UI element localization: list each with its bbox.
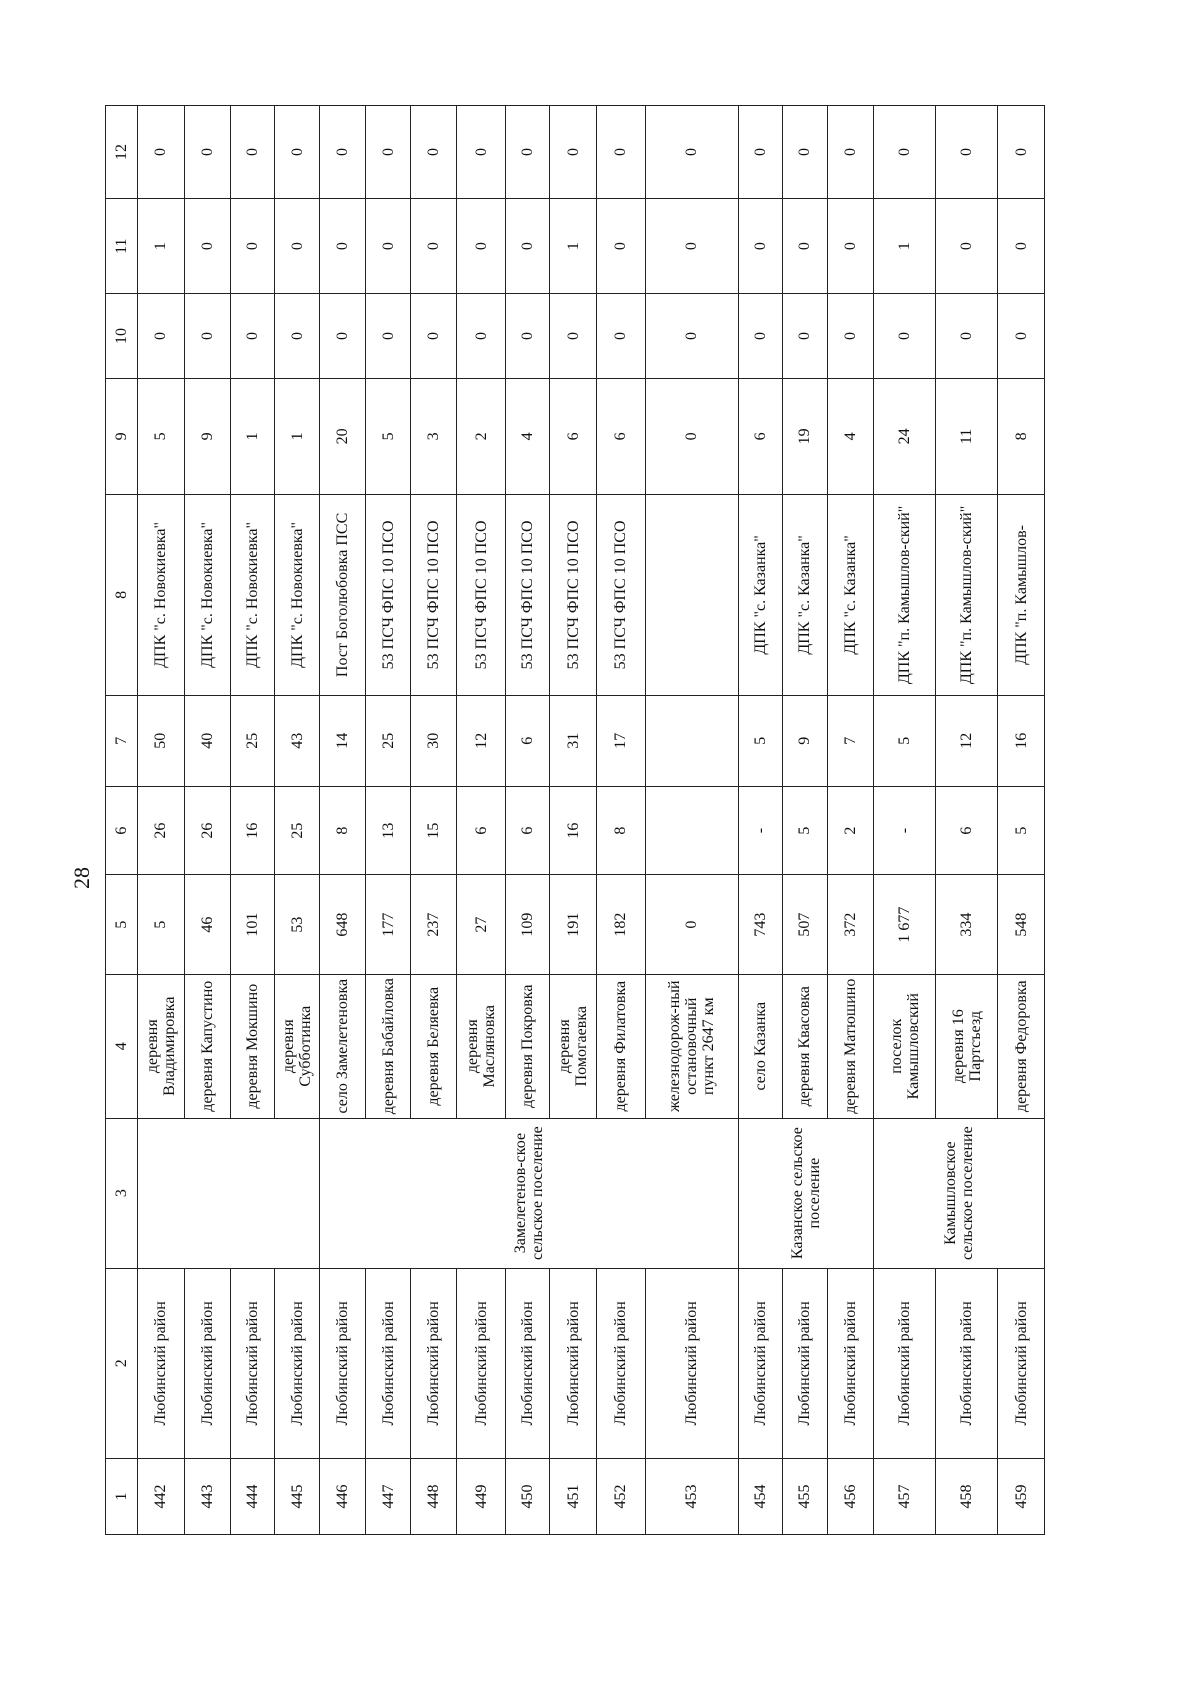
col7-cell: 50 xyxy=(138,695,185,786)
col9-cell: 3 xyxy=(410,378,457,494)
col6-cell: 5 xyxy=(998,786,1045,875)
col12-cell: 0 xyxy=(275,106,319,199)
table-row xyxy=(738,106,782,1535)
header-cell: 6 xyxy=(106,786,138,875)
col7-cell: 25 xyxy=(366,695,410,786)
row-number: 454 xyxy=(738,1458,782,1534)
col12-cell: 0 xyxy=(231,106,275,199)
settlement-cell: Камышловское сельское поселение xyxy=(874,1118,1045,1268)
table-row xyxy=(936,106,998,1535)
population-cell: 334 xyxy=(936,875,998,974)
row-number: 444 xyxy=(231,1458,275,1534)
col9-cell: 9 xyxy=(184,378,231,494)
district-cell: Любинский район xyxy=(998,1268,1045,1458)
col11-cell: 0 xyxy=(506,199,550,294)
district-cell: Любинский район xyxy=(506,1268,550,1458)
unit-cell: ДПК "с. Новокиевка" xyxy=(184,495,231,696)
col9-cell: 19 xyxy=(783,378,827,494)
table-row xyxy=(550,106,597,1535)
col9-cell: 1 xyxy=(275,378,319,494)
col12-cell: 0 xyxy=(783,106,827,199)
population-cell: 0 xyxy=(645,875,738,974)
col10-cell: 0 xyxy=(319,294,366,379)
col10-cell: 0 xyxy=(366,294,410,379)
col10-cell: 0 xyxy=(457,294,506,379)
col12-cell: 0 xyxy=(596,106,645,199)
col12-cell: 0 xyxy=(645,106,738,199)
col7-cell: 5 xyxy=(874,695,936,786)
col7-cell: 9 xyxy=(783,695,827,786)
table-row xyxy=(827,106,874,1535)
locality-cell: железнодорож-ный остановочный пункт 2647 км xyxy=(645,974,738,1118)
district-cell: Любинский район xyxy=(783,1268,827,1458)
row-number: 449 xyxy=(457,1458,506,1534)
population-cell: 191 xyxy=(550,875,597,974)
table-row xyxy=(138,106,185,1535)
population-cell: 27 xyxy=(457,875,506,974)
district-cell: Любинский район xyxy=(936,1268,998,1458)
row-number: 448 xyxy=(410,1458,457,1534)
col10-cell: 0 xyxy=(184,294,231,379)
population-cell: 1 677 xyxy=(874,875,936,974)
col11-cell: 0 xyxy=(827,199,874,294)
table-row xyxy=(998,106,1045,1535)
col12-cell: 0 xyxy=(827,106,874,199)
col6-cell: 2 xyxy=(827,786,874,875)
unit-cell: ДПК "с. Новокиевка" xyxy=(231,495,275,696)
population-cell: 109 xyxy=(506,875,550,974)
population-cell: 372 xyxy=(827,875,874,974)
header-cell: 12 xyxy=(106,106,138,199)
table-row xyxy=(783,106,827,1535)
col7-cell: 30 xyxy=(410,695,457,786)
population-cell: 182 xyxy=(596,875,645,974)
col11-cell: 0 xyxy=(319,199,366,294)
col7-cell: 31 xyxy=(550,695,597,786)
population-cell: 648 xyxy=(319,875,366,974)
unit-cell: 53 ПСЧ ФПС 10 ПСО xyxy=(410,495,457,696)
col12-cell: 0 xyxy=(319,106,366,199)
locality-cell: деревня Квасовка xyxy=(783,974,827,1118)
col11-cell: 1 xyxy=(550,199,597,294)
col6-cell: 8 xyxy=(319,786,366,875)
population-cell: 46 xyxy=(184,875,231,974)
population-cell: 548 xyxy=(998,875,1045,974)
locality-cell: деревня Субботинка xyxy=(275,974,319,1118)
table-row xyxy=(275,106,319,1535)
col6-cell: 5 xyxy=(783,786,827,875)
district-cell: Любинский район xyxy=(366,1268,410,1458)
col6-cell: 26 xyxy=(184,786,231,875)
rotated-table-wrapper xyxy=(105,105,1045,1535)
col10-cell: 0 xyxy=(738,294,782,379)
table-row xyxy=(506,106,550,1535)
col10-cell: 0 xyxy=(783,294,827,379)
district-cell: Любинский район xyxy=(738,1268,782,1458)
col10-cell: 0 xyxy=(936,294,998,379)
col12-cell: 0 xyxy=(998,106,1045,199)
settlement-cell: Казанское сельское поселение xyxy=(738,1118,873,1268)
col7-cell: 6 xyxy=(506,695,550,786)
col10-cell: 0 xyxy=(506,294,550,379)
unit-cell: ДПК "с. Казанка" xyxy=(827,495,874,696)
col7-cell: 12 xyxy=(936,695,998,786)
locality-cell: деревня Масляновка xyxy=(457,974,506,1118)
locality-cell: деревня Капустино xyxy=(184,974,231,1118)
locality-cell: село Замелетеновка xyxy=(319,974,366,1118)
district-cell: Любинский район xyxy=(827,1268,874,1458)
col11-cell: 0 xyxy=(645,199,738,294)
unit-cell: ДПК "п. Камышлов-ский" xyxy=(874,495,936,696)
unit-cell: ДПК "с. Казанка" xyxy=(783,495,827,696)
district-cell: Любинский район xyxy=(410,1268,457,1458)
col6-cell xyxy=(645,786,738,875)
unit-cell: 53 ПСЧ ФПС 10 ПСО xyxy=(506,495,550,696)
col12-cell: 0 xyxy=(138,106,185,199)
table-row xyxy=(366,106,410,1535)
col11-cell: 0 xyxy=(366,199,410,294)
settlement-cell: Замелетенов-ское сельское поселение xyxy=(319,1118,738,1268)
unit-cell: Пост Боголюбовка ПСС xyxy=(319,495,366,696)
row-number: 442 xyxy=(138,1458,185,1534)
population-cell: 743 xyxy=(738,875,782,974)
col9-cell: 24 xyxy=(874,378,936,494)
population-cell: 177 xyxy=(366,875,410,974)
row-number: 447 xyxy=(366,1458,410,1534)
col9-cell: 0 xyxy=(645,378,738,494)
col10-cell: 0 xyxy=(596,294,645,379)
col12-cell: 0 xyxy=(738,106,782,199)
col11-cell: 0 xyxy=(231,199,275,294)
col11-cell: 0 xyxy=(998,199,1045,294)
header-cell: 7 xyxy=(106,695,138,786)
col10-cell: 0 xyxy=(998,294,1045,379)
unit-cell xyxy=(645,495,738,696)
col12-cell: 0 xyxy=(874,106,936,199)
row-number: 450 xyxy=(506,1458,550,1534)
district-cell: Любинский район xyxy=(138,1268,185,1458)
col6-cell: 15 xyxy=(410,786,457,875)
data-table xyxy=(105,105,1045,1535)
col9-cell: 8 xyxy=(998,378,1045,494)
table-row xyxy=(874,106,936,1535)
locality-cell: деревня 16 Партсъезд xyxy=(936,974,998,1118)
locality-cell: село Казанка xyxy=(738,974,782,1118)
col7-cell: 40 xyxy=(184,695,231,786)
locality-cell: деревня Мокшино xyxy=(231,974,275,1118)
row-number: 452 xyxy=(596,1458,645,1534)
population-cell: 237 xyxy=(410,875,457,974)
locality-cell: деревня Беляевка xyxy=(410,974,457,1118)
population-cell: 507 xyxy=(783,875,827,974)
unit-cell: ДПК "с. Новокиевка" xyxy=(275,495,319,696)
col9-cell: 6 xyxy=(596,378,645,494)
table-row xyxy=(645,106,738,1535)
header-cell: 9 xyxy=(106,378,138,494)
col7-cell: 43 xyxy=(275,695,319,786)
locality-cell: деревня Матюшино xyxy=(827,974,874,1118)
row-number: 458 xyxy=(936,1458,998,1534)
locality-cell: деревня Помогаевка xyxy=(550,974,597,1118)
col12-cell: 0 xyxy=(457,106,506,199)
col11-cell: 0 xyxy=(596,199,645,294)
district-cell: Любинский район xyxy=(319,1268,366,1458)
col6-cell: 13 xyxy=(366,786,410,875)
district-cell: Любинский район xyxy=(457,1268,506,1458)
col6-cell: 16 xyxy=(231,786,275,875)
col11-cell: 1 xyxy=(874,199,936,294)
col7-cell: 5 xyxy=(738,695,782,786)
district-cell: Любинский район xyxy=(275,1268,319,1458)
col6-cell: - xyxy=(738,786,782,875)
col10-cell: 0 xyxy=(550,294,597,379)
col9-cell: 1 xyxy=(231,378,275,494)
settlement-cell xyxy=(138,1118,320,1268)
locality-cell: деревня Бабайловка xyxy=(366,974,410,1118)
col9-cell: 5 xyxy=(138,378,185,494)
col9-cell: 6 xyxy=(738,378,782,494)
col7-cell xyxy=(645,695,738,786)
col10-cell: 0 xyxy=(874,294,936,379)
col11-cell: 0 xyxy=(184,199,231,294)
unit-cell: ДПК "п. Камышлов-ский" xyxy=(936,495,998,696)
row-number: 455 xyxy=(783,1458,827,1534)
col12-cell: 0 xyxy=(936,106,998,199)
district-cell: Любинский район xyxy=(596,1268,645,1458)
col10-cell: 0 xyxy=(645,294,738,379)
col12-cell: 0 xyxy=(506,106,550,199)
col6-cell: 6 xyxy=(936,786,998,875)
locality-cell: деревня Владимировка xyxy=(138,974,185,1118)
row-number: 446 xyxy=(319,1458,366,1534)
col7-cell: 25 xyxy=(231,695,275,786)
header-cell: 8 xyxy=(106,495,138,696)
col9-cell: 11 xyxy=(936,378,998,494)
table-row xyxy=(231,106,275,1535)
col6-cell: 25 xyxy=(275,786,319,875)
col10-cell: 0 xyxy=(231,294,275,379)
col7-cell: 12 xyxy=(457,695,506,786)
table-row xyxy=(410,106,457,1535)
header-cell: 2 xyxy=(106,1268,138,1458)
col6-cell: - xyxy=(874,786,936,875)
unit-cell: 53 ПСЧ ФПС 10 ПСО xyxy=(457,495,506,696)
header-cell: 5 xyxy=(106,875,138,974)
col10-cell: 0 xyxy=(138,294,185,379)
table-row xyxy=(457,106,506,1535)
header-cell: 3 xyxy=(106,1118,138,1268)
district-cell: Любинский район xyxy=(645,1268,738,1458)
row-number: 456 xyxy=(827,1458,874,1534)
header-cell: 10 xyxy=(106,294,138,379)
col7-cell: 16 xyxy=(998,695,1045,786)
col10-cell: 0 xyxy=(410,294,457,379)
table-row xyxy=(319,106,366,1535)
col7-cell: 14 xyxy=(319,695,366,786)
unit-cell: 53 ПСЧ ФПС 10 ПСО xyxy=(596,495,645,696)
unit-cell: ДПК "п. Камышлов- xyxy=(998,495,1045,696)
population-cell: 53 xyxy=(275,875,319,974)
col6-cell: 6 xyxy=(457,786,506,875)
district-cell: Любинский район xyxy=(874,1268,936,1458)
col11-cell: 0 xyxy=(936,199,998,294)
header-cell: 4 xyxy=(106,974,138,1118)
header-cell: 1 xyxy=(106,1458,138,1534)
locality-cell: поселок Камышловский xyxy=(874,974,936,1118)
col6-cell: 26 xyxy=(138,786,185,875)
header-row xyxy=(106,106,138,1535)
locality-cell: деревня Федоровка xyxy=(998,974,1045,1118)
unit-cell: 53 ПСЧ ФПС 10 ПСО xyxy=(366,495,410,696)
unit-cell: 53 ПСЧ ФПС 10 ПСО xyxy=(550,495,597,696)
col9-cell: 6 xyxy=(550,378,597,494)
row-number: 445 xyxy=(275,1458,319,1534)
locality-cell: деревня Филатовка xyxy=(596,974,645,1118)
table-body xyxy=(138,106,1045,1535)
unit-cell: ДПК "с. Казанка" xyxy=(738,495,782,696)
col11-cell: 0 xyxy=(738,199,782,294)
col6-cell: 6 xyxy=(506,786,550,875)
table-row xyxy=(184,106,231,1535)
table-row xyxy=(596,106,645,1535)
col11-cell: 0 xyxy=(410,199,457,294)
row-number: 443 xyxy=(184,1458,231,1534)
header-cell: 11 xyxy=(106,199,138,294)
col11-cell: 0 xyxy=(783,199,827,294)
col10-cell: 0 xyxy=(275,294,319,379)
col7-cell: 17 xyxy=(596,695,645,786)
col11-cell: 0 xyxy=(275,199,319,294)
population-cell: 101 xyxy=(231,875,275,974)
unit-cell: ДПК "с. Новокиевка" xyxy=(138,495,185,696)
locality-cell: деревня Покровка xyxy=(506,974,550,1118)
district-cell: Любинский район xyxy=(231,1268,275,1458)
col11-cell: 0 xyxy=(457,199,506,294)
col9-cell: 20 xyxy=(319,378,366,494)
col10-cell: 0 xyxy=(827,294,874,379)
col12-cell: 0 xyxy=(184,106,231,199)
col9-cell: 2 xyxy=(457,378,506,494)
population-cell: 5 xyxy=(138,875,185,974)
col7-cell: 7 xyxy=(827,695,874,786)
col11-cell: 1 xyxy=(138,199,185,294)
row-number: 453 xyxy=(645,1458,738,1534)
col9-cell: 5 xyxy=(366,378,410,494)
page-number: 28 xyxy=(69,867,94,889)
col12-cell: 0 xyxy=(366,106,410,199)
col6-cell: 16 xyxy=(550,786,597,875)
district-cell: Любинский район xyxy=(184,1268,231,1458)
col12-cell: 0 xyxy=(410,106,457,199)
row-number: 457 xyxy=(874,1458,936,1534)
col9-cell: 4 xyxy=(506,378,550,494)
col12-cell: 0 xyxy=(550,106,597,199)
row-number: 451 xyxy=(550,1458,597,1534)
row-number: 459 xyxy=(998,1458,1045,1534)
district-cell: Любинский район xyxy=(550,1268,597,1458)
col6-cell: 8 xyxy=(596,786,645,875)
col9-cell: 4 xyxy=(827,378,874,494)
